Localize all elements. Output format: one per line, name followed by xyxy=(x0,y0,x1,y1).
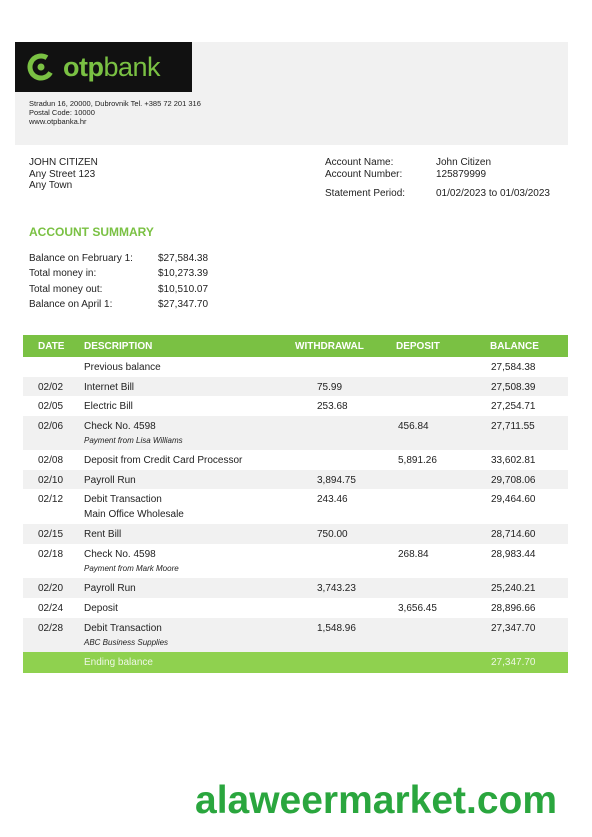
cell-date: 02/12 xyxy=(38,494,64,506)
summary-label: Balance on February 1: xyxy=(29,253,133,264)
cell-balance: 28,896.66 xyxy=(491,602,536,614)
cell-withdrawal: 75.99 xyxy=(317,381,343,393)
cell-date: 02/05 xyxy=(38,401,64,413)
cell-balance: 28,714.60 xyxy=(491,529,536,541)
table-row xyxy=(23,396,568,416)
header-description: DESCRIPTION xyxy=(84,341,153,352)
summary-label: Total money in: xyxy=(29,268,97,280)
cell-withdrawal: 750.00 xyxy=(317,529,348,541)
cell-balance: 29,464.60 xyxy=(491,494,536,506)
transactions-table xyxy=(23,335,568,673)
account-info xyxy=(325,157,575,200)
statement-period-label: Statement Period: xyxy=(325,188,406,199)
summary-row xyxy=(29,284,249,299)
table-row xyxy=(23,450,568,470)
ending-balance-value: 27,347.70 xyxy=(491,656,536,668)
cell-description: Previous balance xyxy=(84,362,161,373)
summary-row xyxy=(29,253,249,268)
cell-deposit: 5,891.26 xyxy=(398,455,437,467)
account-summary-title: ACCOUNT SUMMARY xyxy=(29,225,154,239)
bank-address xyxy=(29,99,201,126)
bank-address-line: Stradun 16, 20000, Dubrovnik Tel. +385 72 201 316 xyxy=(29,99,201,108)
cell-description: Deposit xyxy=(84,602,118,614)
ending-balance-label: Ending balance xyxy=(84,656,153,668)
table-row xyxy=(23,618,568,652)
table-body xyxy=(23,357,568,652)
header-withdrawal: WITHDRAWAL xyxy=(295,341,364,352)
cell-date: 02/08 xyxy=(38,455,64,467)
cell-sub-description: Payment from Mark Moore xyxy=(84,564,179,574)
cell-balance: 27,711.55 xyxy=(491,421,535,433)
table-row xyxy=(23,578,568,598)
table-header xyxy=(23,335,568,357)
cell-sub-description: Main Office Wholesale xyxy=(84,509,184,521)
cell-balance: 25,240.21 xyxy=(491,583,536,595)
customer-street: Any Street 123 xyxy=(29,168,96,180)
summary-row xyxy=(29,268,249,283)
table-row xyxy=(23,544,568,578)
cell-description: Electric Bill xyxy=(84,401,133,413)
cell-withdrawal: 253.68 xyxy=(317,401,348,413)
table-row xyxy=(23,470,568,490)
cell-description: Payroll Run xyxy=(84,474,136,486)
cell-date: 02/20 xyxy=(38,583,64,595)
cell-sub-description: ABC Business Supplies xyxy=(84,637,169,647)
table-row xyxy=(23,357,568,377)
cell-date: 02/24 xyxy=(38,602,64,614)
cell-description: Debit Transaction xyxy=(84,494,162,506)
cell-balance: 29,708.06 xyxy=(491,474,536,486)
summary-value: $27,584.38 xyxy=(158,253,209,264)
customer-address xyxy=(29,157,98,192)
cell-date: 02/18 xyxy=(38,549,64,561)
header-deposit: DEPOSIT xyxy=(396,341,440,352)
cell-withdrawal: 243.46 xyxy=(317,494,348,506)
table-row xyxy=(23,598,568,618)
cell-description: Internet Bill xyxy=(84,381,135,393)
cell-description: Check No. 4598 xyxy=(84,549,156,561)
bank-postal-code: Postal Code: 10000 xyxy=(29,108,95,117)
cell-balance: 28,983.44 xyxy=(491,549,536,561)
account-number-label: Account Number: xyxy=(325,168,403,180)
cell-deposit: 268.84 xyxy=(398,549,429,561)
cell-balance: 33,602.81 xyxy=(491,455,536,467)
customer-name: JOHN CITIZEN xyxy=(29,157,98,168)
cell-deposit: 456.84 xyxy=(398,421,429,433)
cell-withdrawal: 3,894.75 xyxy=(317,474,356,486)
bank-website: www.otpbanka.hr xyxy=(29,117,87,126)
account-number-value: 125879999 xyxy=(436,168,487,180)
cell-balance: 27,347.70 xyxy=(491,622,536,634)
cell-sub-description: Payment from Lisa Williams xyxy=(84,436,183,446)
table-row xyxy=(23,377,568,397)
cell-date: 02/02 xyxy=(38,381,64,393)
cell-date: 02/15 xyxy=(38,529,64,541)
logo-wordmark: otpbank xyxy=(63,51,161,82)
cell-description: Payroll Run xyxy=(84,583,136,595)
cell-description: Check No. 4598 xyxy=(84,421,156,433)
cell-balance: 27,508.39 xyxy=(491,381,536,393)
cell-withdrawal: 1,548.96 xyxy=(317,622,356,634)
watermark: alaweermarket.com xyxy=(195,779,558,822)
summary-value: $27,347.70 xyxy=(158,298,209,310)
bank-logo xyxy=(15,42,192,92)
table-row xyxy=(23,489,568,524)
cell-balance: 27,254.71 xyxy=(491,401,536,413)
summary-value: $10,273.39 xyxy=(158,268,209,280)
summary-label: Balance on April 1: xyxy=(29,298,113,310)
statement-period-value: 01/02/2023 to 01/03/2023 xyxy=(436,188,550,199)
cell-withdrawal: 3,743.23 xyxy=(317,583,356,595)
customer-town: Any Town xyxy=(29,180,73,191)
account-summary xyxy=(29,253,249,314)
cell-balance: 27,584.38 xyxy=(491,362,536,373)
cell-date: 02/10 xyxy=(38,474,64,486)
summary-label: Total money out: xyxy=(29,283,103,295)
cell-deposit: 3,656.45 xyxy=(398,602,437,614)
summary-row xyxy=(29,299,249,314)
cell-description: Deposit from Credit Card Processor xyxy=(84,455,243,467)
table-footer xyxy=(23,652,568,673)
summary-value: $10,510.07 xyxy=(158,283,209,295)
header-date: DATE xyxy=(38,341,65,352)
cell-description: Debit Transaction xyxy=(84,622,162,634)
table-row xyxy=(23,524,568,544)
header-balance: BALANCE xyxy=(490,341,539,352)
otp-logo-icon xyxy=(27,53,55,81)
cell-date: 02/06 xyxy=(38,421,64,433)
cell-description: Rent Bill xyxy=(84,529,122,541)
table-row xyxy=(23,416,568,450)
cell-date: 02/28 xyxy=(38,622,64,634)
account-name-label: Account Name: xyxy=(325,157,394,168)
account-name-value: John Citizen xyxy=(436,157,492,168)
